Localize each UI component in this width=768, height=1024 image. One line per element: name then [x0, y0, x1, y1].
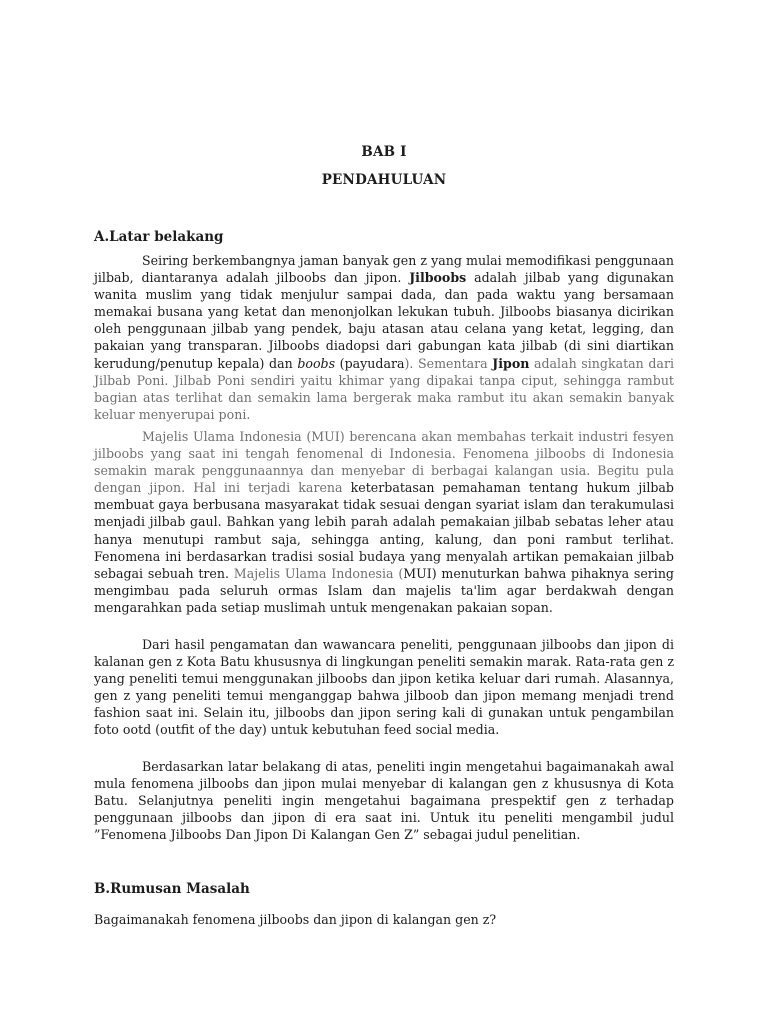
p1-text-2: adalah jilbab yang digunakan wanita muslim yang tidak menjulur sampai dada, dan pada waktu yang bersamaan memakai busana yang ketat dan menonjolkan lekukan tubuh. Jilboobs biasanya dicirikan oleh penggunaan jilbab yang pendek, baju atasan atau celana yang ketat, legging, dan pakaian yang transparan. Jilboobs diadopsi dari gabungan kata jilbab (di sini diartikan kerudung/penutup kepala) dan	[94, 270, 674, 371]
p1-text-5: adalah singkatan dari Jilbab Poni. Jilbab Poni sendiri yaitu khimar yang dipakai tanpa ciput, sehingga rambut bagian atas terlihat dan semakin lama bergerak maka rambut itu akan semakin banyak keluar menyerupai poni.	[94, 355, 674, 422]
p1-term-boobs: boobs	[297, 355, 336, 371]
chapter-subtitle: PENDAHULUAN	[321, 172, 447, 188]
p1-term-jilboobs: Jilboobs	[409, 270, 467, 286]
p1-term-jipon: Jipon	[492, 355, 530, 371]
section-heading-latar-belakang: A.Latar belakang	[94, 229, 224, 245]
p1-text-4: ). Sementara	[404, 355, 493, 371]
p1-text-1: Seiring berkembangnya jaman banyak gen z yang mulai memodifikasi penggunaan jilbab, diantaranya adalah jilboobs dan jipon.	[94, 253, 674, 286]
chapter-title: BAB I	[361, 144, 407, 160]
p2-text-1: Majelis Ulama Indonesia (MUI) berencana akan membahas terkait industri fesyen jilboobs yang saat ini tengah fenomenal di Indonesia. Fenomena jilboobs di Indonesia semakin marak penggunaannya dan menyebar di berbagai kalangan usia. Begitu pula dengan jipon. Hal ini terjadi karena	[94, 429, 674, 496]
paragraph-3: Dari hasil pengamatan dan wawancara peneliti, penggunaan jilboobs dan jipon di kalanan gen z Kota Batu khususnya di lingkungan peneliti semakin marak. Rata-rata gen z yang peneliti temui menggunakan jilboobs dan jipon ketika keluar dari rumah. Alasannya, gen z yang peneliti temui menganggap bahwa jilboob dan jipon memang menjadi trend fashion saat ini. Selain itu, jilboobs dan jipon sering kali di gunakan untuk pengambilan foto ootd (outfit of the day) untuk kebutuhan feed social media.	[94, 637, 674, 738]
paragraph-4: Berdasarkan latar belakang di atas, peneliti ingin mengetahui bagaimanakah awal mula fenomena jilboobs dan jipon mulai menyebar di kalangan gen z khususnya di Kota Batu. Selanjutnya peneliti ingin mengetahui bagaimana prespektif gen z terhadap penggunaan jilboobs dan jipon di era saat ini. Untuk itu peneliti mengambil judul ”Fenomena Jilboobs Dan Jipon Di Kalangan Gen Z” sebagai judul penelitian.	[94, 759, 674, 843]
p2-text-2: keterbatasan pemahaman tentang hukum jilbab membuat gaya berbusana masyarakat tidak sesuai dengan syariat islam dan terakumulasi menjadi jilbab gaul. Bahkan yang lebih parah adalah pemakaian jilbab sebatas leher atau hanya menutupi rambut saja, sehingga anting, kalung, dan poni rambut terlihat. Fenomena ini berdasarkan tradisi sosial budaya yang menyalah artikan pemakaian jilbab sebagai sebuah tren.	[94, 480, 674, 581]
section-heading-rumusan-masalah: B.Rumusan Masalah	[94, 881, 250, 897]
research-question: Bagaimanakah fenomena jilboobs dan jipon di kalangan gen z?	[94, 912, 497, 927]
p1-text-3: (payudara	[335, 355, 405, 371]
paragraph-2	[94, 428, 674, 616]
p2-text-3: Majelis Ulama Indonesia (	[233, 565, 404, 581]
p2-text-4: MUI) menuturkan bahwa pihaknya sering mengimbau pada seluruh ormas Islam dan majelis ta'lim agar berdakwah dengan mengarahkan pada setiap muslimah untuk mengenakan pakaian sopan.	[94, 565, 674, 615]
paragraph-1	[94, 252, 674, 423]
